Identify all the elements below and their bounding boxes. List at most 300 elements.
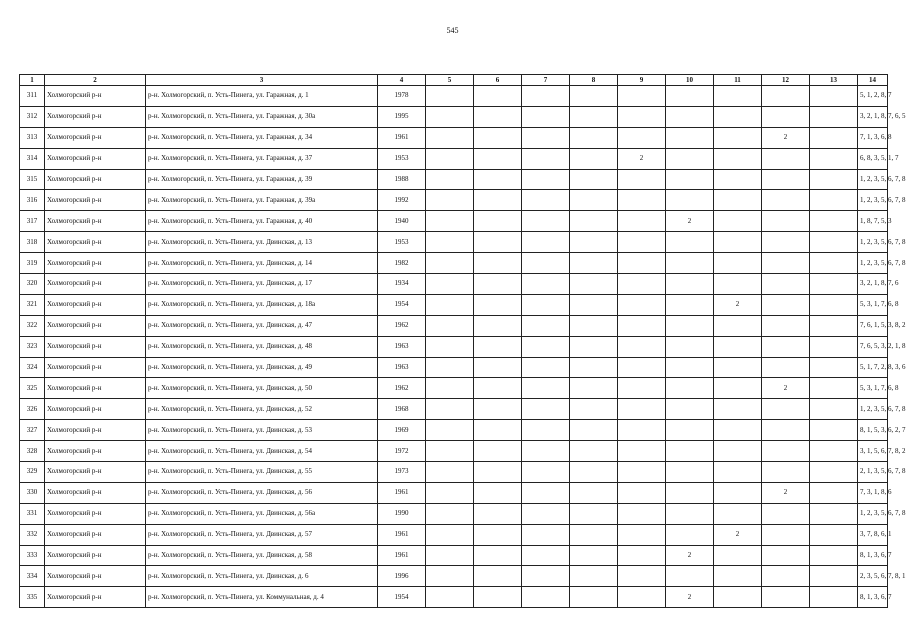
mark-cell: [522, 378, 570, 399]
mark-cell: [762, 336, 810, 357]
year-cell: 1995: [378, 106, 426, 127]
year-cell: 1934: [378, 274, 426, 295]
column-header: 10: [666, 75, 714, 86]
mark-cell: [810, 169, 858, 190]
row-number-cell: 316: [20, 190, 45, 211]
year-cell: 1963: [378, 357, 426, 378]
mark-cell: [762, 169, 810, 190]
table-row: [20, 420, 888, 441]
mark-cell: [426, 253, 474, 274]
table-row: [20, 232, 888, 253]
mark-cell: [666, 441, 714, 462]
mark-cell: 2: [666, 211, 714, 232]
sequence-cell: 1, 8, 7, 5, 3: [858, 211, 888, 232]
table-body: [20, 86, 906, 608]
mark-cell: [666, 524, 714, 545]
row-number-cell: 330: [20, 482, 45, 503]
column-header: 8: [570, 75, 618, 86]
row-number-cell: 313: [20, 127, 45, 148]
mark-cell: [474, 127, 522, 148]
mark-cell: [570, 378, 618, 399]
mark-cell: [762, 294, 810, 315]
mark-cell: [714, 587, 762, 608]
year-cell: 1963: [378, 336, 426, 357]
mark-cell: 2: [666, 587, 714, 608]
mark-cell: [762, 524, 810, 545]
district-cell: Холмогорский р-н: [45, 274, 146, 295]
address-cell: р-н. Холмогорский, п. Усть-Пинега, ул. Двинская, д. 49: [146, 357, 378, 378]
mark-cell: [618, 294, 666, 315]
mark-cell: [522, 503, 570, 524]
mark-cell: [474, 190, 522, 211]
mark-cell: [522, 462, 570, 483]
mark-cell: [426, 378, 474, 399]
row-number-cell: 325: [20, 378, 45, 399]
address-cell: р-н. Холмогорский, п. Усть-Пинега, ул. Двинская, д. 14: [146, 253, 378, 274]
mark-cell: [810, 211, 858, 232]
mark-cell: [474, 587, 522, 608]
year-cell: 1982: [378, 253, 426, 274]
mark-cell: [474, 462, 522, 483]
address-cell: р-н. Холмогорский, п. Усть-Пинега, ул. Двинская, д. 50: [146, 378, 378, 399]
mark-cell: [762, 503, 810, 524]
sequence-cell: 1, 2, 3, 5, 6, 7, 8: [858, 169, 888, 190]
mark-cell: [810, 524, 858, 545]
mark-cell: [714, 253, 762, 274]
mark-cell: [762, 420, 810, 441]
mark-cell: [666, 190, 714, 211]
mark-cell: [810, 86, 858, 107]
table-row: [20, 190, 888, 211]
sequence-cell: 1, 2, 3, 5, 6, 7, 8: [858, 503, 888, 524]
year-cell: 1961: [378, 482, 426, 503]
address-cell: р-н. Холмогорский, п. Усть-Пинега, ул. Двинская, д. 57: [146, 524, 378, 545]
mark-cell: [810, 566, 858, 587]
mark-cell: [426, 462, 474, 483]
district-cell: Холмогорский р-н: [45, 232, 146, 253]
mark-cell: [714, 566, 762, 587]
mark-cell: [618, 503, 666, 524]
mark-cell: [666, 169, 714, 190]
address-cell: р-н. Холмогорский, п. Усть-Пинега, ул. Гаражная, д. 30а: [146, 106, 378, 127]
mark-cell: [522, 253, 570, 274]
address-cell: р-н. Холмогорский, п. Усть-Пинега, ул. Двинская, д. 52: [146, 399, 378, 420]
mark-cell: 2: [714, 524, 762, 545]
sequence-cell: 5, 3, 1, 7, 6, 8: [858, 378, 888, 399]
mark-cell: [618, 566, 666, 587]
year-cell: 1953: [378, 148, 426, 169]
mark-cell: [570, 503, 618, 524]
mark-cell: [618, 336, 666, 357]
mark-cell: 2: [618, 148, 666, 169]
mark-cell: [666, 232, 714, 253]
mark-cell: [474, 211, 522, 232]
year-cell: 1978: [378, 86, 426, 107]
mark-cell: [762, 148, 810, 169]
mark-cell: [714, 545, 762, 566]
mark-cell: [426, 86, 474, 107]
column-header: 14: [858, 75, 888, 86]
mark-cell: [570, 482, 618, 503]
mark-cell: [522, 399, 570, 420]
address-cell: р-н. Холмогорский, п. Усть-Пинега, ул. Гаражная, д. 37: [146, 148, 378, 169]
address-cell: р-н. Холмогорский, п. Усть-Пинега, ул. Двинская, д. 58: [146, 545, 378, 566]
mark-cell: [426, 274, 474, 295]
address-cell: р-н. Холмогорский, п. Усть-Пинега, ул. Двинская, д. 6: [146, 566, 378, 587]
year-cell: 1972: [378, 441, 426, 462]
row-number-cell: 317: [20, 211, 45, 232]
mark-cell: [570, 420, 618, 441]
district-cell: Холмогорский р-н: [45, 545, 146, 566]
mark-cell: [474, 315, 522, 336]
year-cell: 1961: [378, 127, 426, 148]
table-row: [20, 253, 888, 274]
mark-cell: [714, 274, 762, 295]
sequence-cell: 5, 1, 7, 2, 8, 3, 6: [858, 357, 888, 378]
year-cell: 1992: [378, 190, 426, 211]
column-header: 5: [426, 75, 474, 86]
mark-cell: [810, 336, 858, 357]
row-number-cell: 334: [20, 566, 45, 587]
mark-cell: [570, 399, 618, 420]
mark-cell: [474, 399, 522, 420]
district-cell: Холмогорский р-н: [45, 294, 146, 315]
mark-cell: [522, 482, 570, 503]
mark-cell: [474, 420, 522, 441]
mark-cell: [570, 357, 618, 378]
mark-cell: [666, 294, 714, 315]
mark-cell: [474, 232, 522, 253]
page-number: 545: [446, 26, 459, 35]
mark-cell: [714, 420, 762, 441]
mark-cell: [474, 169, 522, 190]
address-cell: р-н. Холмогорский, п. Усть-Пинега, ул. Двинская, д. 47: [146, 315, 378, 336]
mark-cell: [810, 274, 858, 295]
mark-cell: [426, 503, 474, 524]
district-cell: Холмогорский р-н: [45, 106, 146, 127]
district-cell: Холмогорский р-н: [45, 148, 146, 169]
mark-cell: [426, 524, 474, 545]
mark-cell: [810, 315, 858, 336]
table-row: [20, 566, 888, 587]
mark-cell: [810, 587, 858, 608]
mark-cell: [714, 482, 762, 503]
sequence-cell: 1, 2, 3, 5, 6, 7, 8: [858, 190, 888, 211]
mark-cell: 2: [666, 545, 714, 566]
mark-cell: [810, 253, 858, 274]
mark-cell: [714, 378, 762, 399]
mark-cell: [714, 399, 762, 420]
mark-cell: [570, 294, 618, 315]
column-header: 6: [474, 75, 522, 86]
mark-cell: [618, 399, 666, 420]
mark-cell: [714, 357, 762, 378]
mark-cell: [762, 441, 810, 462]
mark-cell: [426, 336, 474, 357]
mark-cell: [810, 294, 858, 315]
mark-cell: [426, 441, 474, 462]
row-number-cell: 333: [20, 545, 45, 566]
table-row: [20, 106, 888, 127]
district-cell: Холмогорский р-н: [45, 86, 146, 107]
row-number-cell: 321: [20, 294, 45, 315]
mark-cell: [426, 482, 474, 503]
mark-cell: [522, 336, 570, 357]
mark-cell: [474, 253, 522, 274]
mark-cell: [714, 127, 762, 148]
mark-cell: [762, 315, 810, 336]
row-number-cell: 328: [20, 441, 45, 462]
mark-cell: [426, 399, 474, 420]
mark-cell: [426, 420, 474, 441]
table-row: [20, 169, 888, 190]
district-cell: Холмогорский р-н: [45, 211, 146, 232]
mark-cell: [618, 357, 666, 378]
mark-cell: [570, 587, 618, 608]
mark-cell: [618, 106, 666, 127]
mark-cell: [522, 294, 570, 315]
mark-cell: [666, 503, 714, 524]
mark-cell: [762, 545, 810, 566]
mark-cell: [810, 545, 858, 566]
mark-cell: [522, 315, 570, 336]
address-cell: р-н. Холмогорский, п. Усть-Пинега, ул. Двинская, д. 17: [146, 274, 378, 295]
sequence-cell: 8, 1, 5, 3, 6, 2, 7: [858, 420, 888, 441]
mark-cell: [762, 232, 810, 253]
address-cell: р-н. Холмогорский, п. Усть-Пинега, ул. Двинская, д. 13: [146, 232, 378, 253]
mark-cell: [762, 462, 810, 483]
sequence-cell: 7, 3, 1, 8, 6: [858, 482, 888, 503]
table-row: [20, 127, 888, 148]
mark-cell: [762, 357, 810, 378]
mark-cell: [570, 566, 618, 587]
year-cell: 1969: [378, 420, 426, 441]
mark-cell: [474, 336, 522, 357]
mark-cell: [474, 524, 522, 545]
mark-cell: [426, 190, 474, 211]
district-cell: Холмогорский р-н: [45, 587, 146, 608]
mark-cell: [762, 190, 810, 211]
mark-cell: [570, 441, 618, 462]
table-row: [20, 441, 888, 462]
mark-cell: [618, 545, 666, 566]
year-cell: 1954: [378, 294, 426, 315]
column-header: 1: [20, 75, 45, 86]
mark-cell: [522, 545, 570, 566]
district-cell: Холмогорский р-н: [45, 378, 146, 399]
column-header: 7: [522, 75, 570, 86]
mark-cell: [714, 462, 762, 483]
mark-cell: [810, 420, 858, 441]
mark-cell: [714, 232, 762, 253]
mark-cell: [522, 169, 570, 190]
mark-cell: [570, 462, 618, 483]
sequence-cell: 7, 6, 5, 3, 2, 1, 8: [858, 336, 888, 357]
mark-cell: [714, 336, 762, 357]
mark-cell: [714, 86, 762, 107]
mark-cell: [666, 336, 714, 357]
mark-cell: [714, 169, 762, 190]
mark-cell: [426, 148, 474, 169]
mark-cell: [426, 545, 474, 566]
mark-cell: [618, 420, 666, 441]
column-header: 3: [146, 75, 378, 86]
mark-cell: [570, 545, 618, 566]
mark-cell: [522, 232, 570, 253]
sequence-cell: 3, 7, 8, 6, 1: [858, 524, 888, 545]
row-number-cell: 315: [20, 169, 45, 190]
mark-cell: [426, 566, 474, 587]
mark-cell: [522, 148, 570, 169]
mark-cell: [570, 86, 618, 107]
mark-cell: [714, 315, 762, 336]
mark-cell: [570, 148, 618, 169]
mark-cell: [522, 566, 570, 587]
address-cell: р-н. Холмогорский, п. Усть-Пинега, ул. Двинская, д. 48: [146, 336, 378, 357]
table-row: [20, 315, 888, 336]
sequence-cell: 7, 6, 1, 5, 3, 8, 2: [858, 315, 888, 336]
district-cell: Холмогорский р-н: [45, 482, 146, 503]
table-row: [20, 482, 888, 503]
row-number-cell: 323: [20, 336, 45, 357]
mark-cell: [570, 211, 618, 232]
row-number-cell: 332: [20, 524, 45, 545]
mark-cell: [570, 190, 618, 211]
table-row: [20, 524, 888, 545]
mark-cell: [474, 86, 522, 107]
row-number-cell: 322: [20, 315, 45, 336]
district-cell: Холмогорский р-н: [45, 399, 146, 420]
address-cell: р-н. Холмогорский, п. Усть-Пинега, ул. Двинская, д. 18а: [146, 294, 378, 315]
row-number-cell: 318: [20, 232, 45, 253]
mark-cell: [618, 315, 666, 336]
mark-cell: [426, 294, 474, 315]
mark-cell: [714, 148, 762, 169]
sequence-cell: 2, 1, 3, 5, 6, 7, 8: [858, 462, 888, 483]
mark-cell: [714, 441, 762, 462]
sequence-cell: 3, 1, 5, 6, 7, 8, 2: [858, 441, 888, 462]
sequence-cell: 3, 2, 1, 8, 7, 6, 5: [858, 106, 888, 127]
address-cell: р-н. Холмогорский, п. Усть-Пинега, ул. Гаражная, д. 1: [146, 86, 378, 107]
table-row: [20, 211, 888, 232]
mark-cell: [618, 482, 666, 503]
mark-cell: [810, 441, 858, 462]
sequence-cell: 1, 2, 3, 5, 6, 7, 8: [858, 232, 888, 253]
row-number-cell: 326: [20, 399, 45, 420]
sequence-cell: 1, 2, 3, 5, 6, 7, 8: [858, 253, 888, 274]
mark-cell: [666, 127, 714, 148]
district-cell: Холмогорский р-н: [45, 169, 146, 190]
table-header: [20, 75, 888, 86]
header-row: [20, 75, 888, 86]
mark-cell: [762, 566, 810, 587]
mark-cell: [762, 274, 810, 295]
mark-cell: [618, 587, 666, 608]
district-cell: Холмогорский р-н: [45, 503, 146, 524]
mark-cell: [426, 169, 474, 190]
mark-cell: [762, 211, 810, 232]
registry-table: [19, 74, 906, 608]
district-cell: Холмогорский р-н: [45, 315, 146, 336]
sequence-cell: 1, 2, 3, 5, 6, 7, 8: [858, 399, 888, 420]
sequence-cell: 8, 1, 3, 6, 7: [858, 545, 888, 566]
year-cell: 1962: [378, 315, 426, 336]
year-cell: 1968: [378, 399, 426, 420]
mark-cell: [570, 336, 618, 357]
mark-cell: [474, 503, 522, 524]
mark-cell: [474, 545, 522, 566]
mark-cell: [762, 399, 810, 420]
mark-cell: [522, 106, 570, 127]
table-row: [20, 357, 888, 378]
mark-cell: [618, 127, 666, 148]
sequence-cell: 5, 1, 2, 8, 7: [858, 86, 888, 107]
mark-cell: [570, 232, 618, 253]
mark-cell: [810, 357, 858, 378]
sequence-cell: 7, 1, 3, 6, 8: [858, 127, 888, 148]
mark-cell: [522, 127, 570, 148]
mark-cell: 2: [762, 482, 810, 503]
mark-cell: [570, 106, 618, 127]
mark-cell: [666, 86, 714, 107]
mark-cell: [474, 482, 522, 503]
sequence-cell: 3, 2, 1, 8, 7, 6: [858, 274, 888, 295]
year-cell: 1988: [378, 169, 426, 190]
mark-cell: [618, 211, 666, 232]
column-header: 13: [810, 75, 858, 86]
mark-cell: [618, 462, 666, 483]
year-cell: 1961: [378, 524, 426, 545]
year-cell: 1990: [378, 503, 426, 524]
row-number-cell: 331: [20, 503, 45, 524]
mark-cell: [666, 148, 714, 169]
table-row: [20, 274, 888, 295]
mark-cell: [522, 357, 570, 378]
table-row: [20, 378, 888, 399]
mark-cell: [522, 524, 570, 545]
year-cell: 1996: [378, 566, 426, 587]
year-cell: 1961: [378, 545, 426, 566]
district-cell: Холмогорский р-н: [45, 441, 146, 462]
mark-cell: [666, 482, 714, 503]
district-cell: Холмогорский р-н: [45, 253, 146, 274]
district-cell: Холмогорский р-н: [45, 357, 146, 378]
mark-cell: [810, 127, 858, 148]
district-cell: Холмогорский р-н: [45, 420, 146, 441]
column-header: 11: [714, 75, 762, 86]
mark-cell: [618, 524, 666, 545]
mark-cell: [666, 106, 714, 127]
row-number-cell: 314: [20, 148, 45, 169]
address-cell: р-н. Холмогорский, п. Усть-Пинега, ул. Двинская, д. 56а: [146, 503, 378, 524]
address-cell: р-н. Холмогорский, п. Усть-Пинега, ул. Гаражная, д. 39а: [146, 190, 378, 211]
table-row: [20, 462, 888, 483]
year-cell: 1954: [378, 587, 426, 608]
district-cell: Холмогорский р-н: [45, 524, 146, 545]
mark-cell: [426, 106, 474, 127]
mark-cell: [618, 253, 666, 274]
mark-cell: [426, 127, 474, 148]
mark-cell: [714, 503, 762, 524]
mark-cell: [714, 106, 762, 127]
table-row: [20, 148, 888, 169]
mark-cell: [474, 566, 522, 587]
mark-cell: 2: [714, 294, 762, 315]
mark-cell: [522, 190, 570, 211]
mark-cell: [810, 106, 858, 127]
mark-cell: [666, 357, 714, 378]
mark-cell: [762, 86, 810, 107]
